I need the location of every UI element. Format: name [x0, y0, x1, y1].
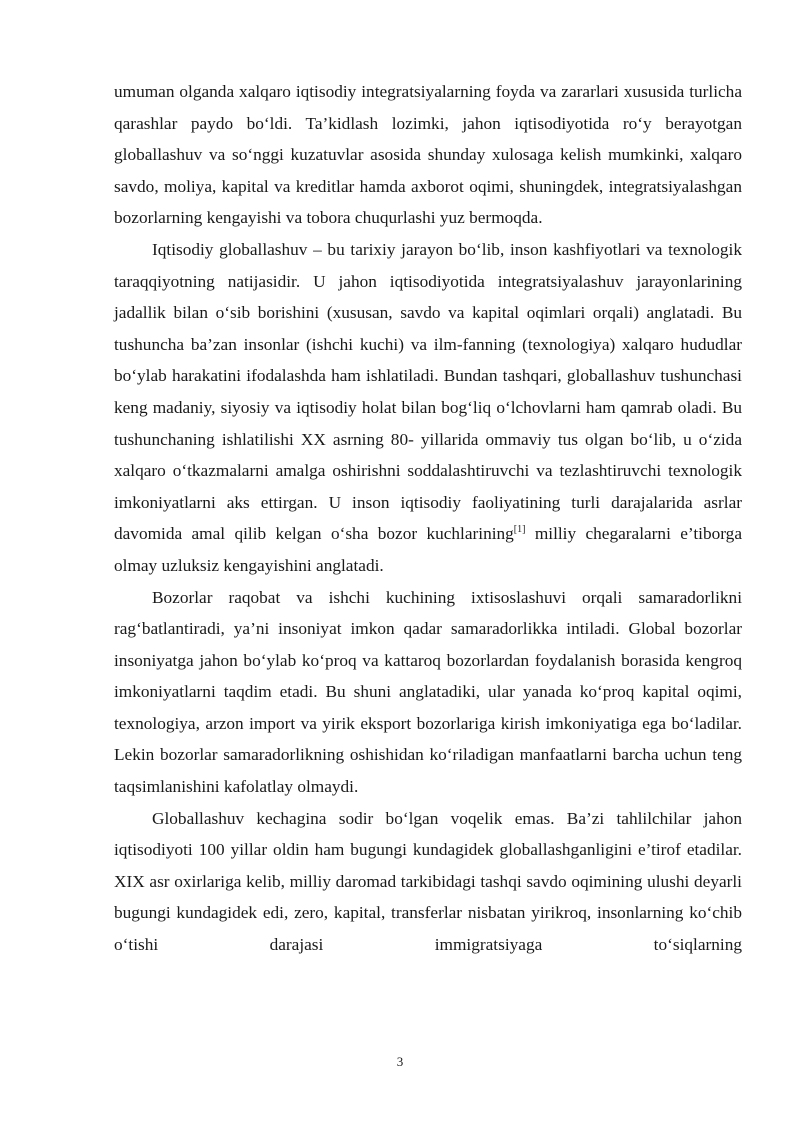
- paragraph-2-text-continued: milliy chegaralarni e’tiborga olmay uzluksiz kengayishini anglatadi.: [114, 524, 742, 575]
- paragraph-2: [114, 234, 742, 582]
- paragraph-4: Globallashuv kechagina sodir bo‘lgan voqelik emas. Ba’zi tahlilchilar jahon iqtisodiyoti 100 yillar oldin ham bugungi kundagidek globallashganligini e’tirof etadilar. XIX asr oxirlariga kelib, milliy daromad tarkibidagi tashqi savdo oqimining ulushi deyarli bugungi kundagidek edi, zero, kapital, transferlar nisbatan yirikroq, insonlarning ko‘chib o‘tishi darajasi immigratsiyaga to‘siqlarning: [114, 808, 742, 955]
- paragraph-2-text: Iqtisodiy globallashuv – bu tarixiy jarayon bo‘lib, inson kashfiyotlari va texnologik taraqqiyotning natijasidir. U jahon iqtisodiyotida integratsiyalashuv jarayonlarining jadallik bilan o‘sib borishini (xususan, savdo va kapital oqimlari orqali) anglatadi. Bu tushuncha ba’zan insonlar (ishchi kuchi) va ilm-fanning (texnologiya) xalqaro hududlar bo‘ylab harakatini ifodalashda ham ishlatiladi. Bundan tashqari, globallashuv tushunchasi keng madaniy, siyosiy va iqtisodiy holat bilan bog‘liq o‘lchovlarni ham qamrab oladi. Bu tushunchaning ishlatilishi XX asrning 80- yillarida ommaviy tus olgan bo‘lib, u o‘zida xalqaro o‘tkazmalarni amalga oshirishni soddalashtiruvchi va tezlashtiruvchi texnologik imkoniyatlarni aks ettirgan. U inson iqtisodiy faoliyatining turli darajalarida asrlar davomida amal qilib kelgan o‘sha bozor kuchlarining: [114, 239, 742, 544]
- paragraph-3: Bozorlar raqobat va ishchi kuchining ixtisoslashuvi orqali samaradorlikni rag‘batlantiradi, ya’ni insoniyat imkon qadar samaradorlikka intiladi. Global bozorlar insoniyatga jahon bo‘ylab ko‘proq va kattaroq bozorlardan foydalanish borasida kengroq imkoniyatlarni taqdim etadi. Bu shuni anglatadiki, ular yanada ko‘proq kapital oqimi, texnologiya, arzon import va yirik eksport bozorlariga kirish imkoniyatiga ega bo‘ladilar. Lekin bozorlar samaradorlikning oshishidan ko‘riladigan manfaatlarni barcha uchun teng taqsimlanishini kafolatlay olmaydi.: [114, 587, 742, 797]
- body-text: [114, 76, 742, 961]
- footnote-reference[interactable]: [1]: [513, 524, 526, 536]
- page-number: 3: [396, 1054, 404, 1069]
- paragraph-1: umuman olganda xalqaro iqtisodiy integratsiyalarning foyda va zararlari xususida turlicha qarashlar paydo bo‘ldi. Ta’kidlash lozimki, jahon iqtisodiyotida ro‘y berayotgan globallashuv va so‘nggi kuzatuvlar asosida shunday xulosaga kelish mumkinki, xalqaro savdo, moliya, kapital va kreditlar hamda axborot oqimi, shuningdek, integratsiyalashgan bozorlarning kengayishi va tobora chuqurlashi yuz bermoqda.: [114, 82, 742, 228]
